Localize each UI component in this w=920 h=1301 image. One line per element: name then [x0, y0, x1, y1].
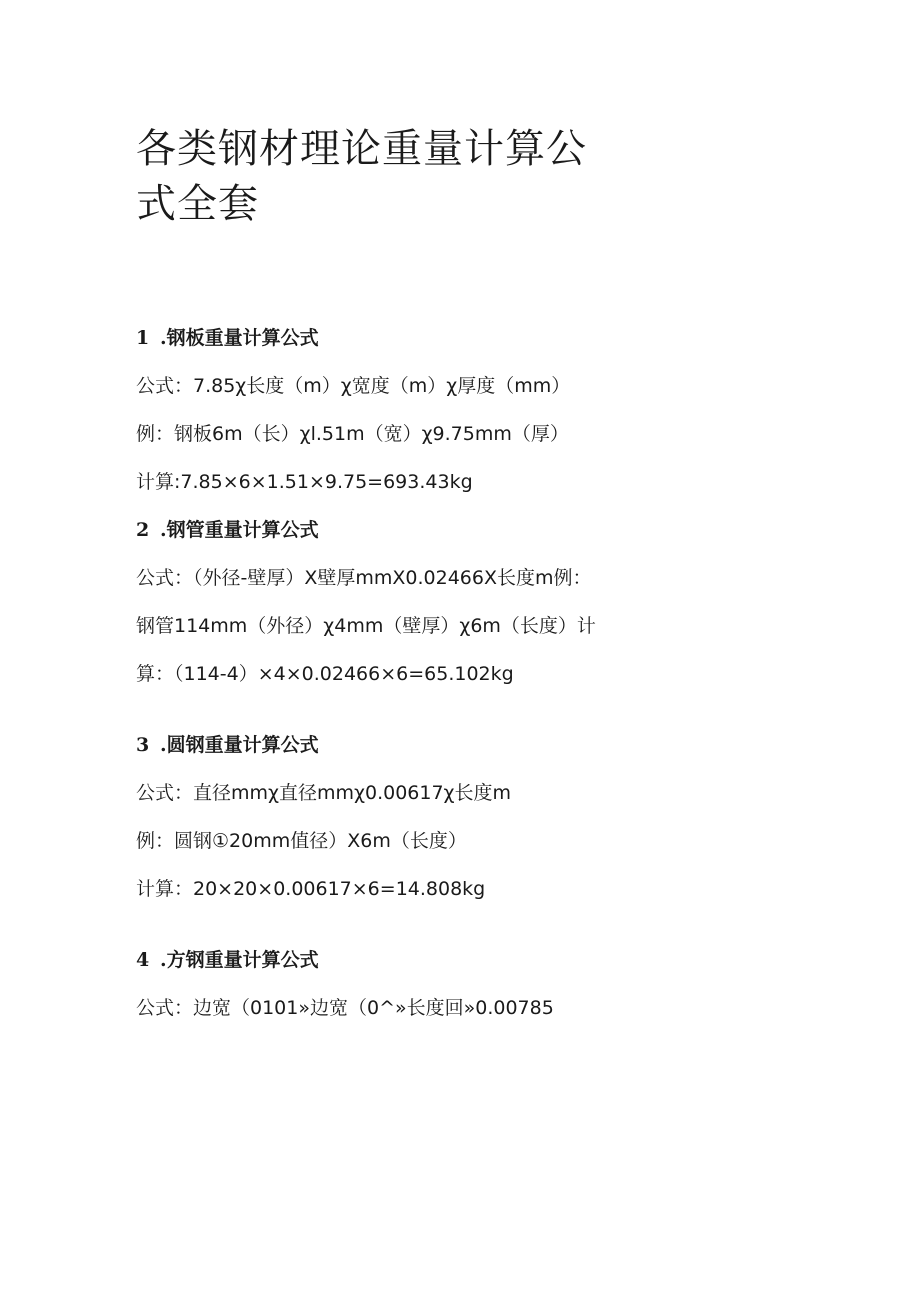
- title-line-1: 各类钢材理论重量计算公: [136, 126, 587, 172]
- section-3-heading: [136, 732, 319, 758]
- section-3-calculation: 计算：20×20×0.00617×6=14.808kg: [136, 878, 486, 900]
- section-3-example: 例：圆钢①20mm值径）X6m（长度）: [136, 830, 467, 852]
- section-4-heading: [136, 947, 319, 973]
- section-number: 4: [136, 949, 150, 971]
- section-heading-text: .钢管重量计算公式: [160, 519, 319, 541]
- section-heading-text: .圆钢重量计算公式: [160, 734, 319, 756]
- section-heading-text: .方钢重量计算公式: [160, 949, 319, 971]
- section-1-formula: 公式：7.85χ长度（m）χ宽度（m）χ厚度（mm）: [136, 375, 571, 397]
- section-number: 2: [136, 519, 150, 541]
- section-3-formula: 公式：直径mmχ直径mmχ0.00617χ长度m: [136, 782, 512, 804]
- section-2-formula: 公式：（外径-壁厚）X壁厚mmX0.02466X长度m例：: [136, 567, 592, 589]
- section-4-formula: 公式：边宽（0101»边宽（0^»长度回»0.00785: [136, 997, 554, 1019]
- section-number: 3: [136, 734, 150, 756]
- section-heading-text: .钢板重量计算公式: [160, 327, 319, 349]
- section-1-calculation: 计算:7.85×6×1.51×9.75=693.43kg: [136, 471, 473, 493]
- document-title: [136, 122, 616, 232]
- section-number: 1: [136, 327, 150, 349]
- section-1-example: 例：钢板6m（长）χl.51m（宽）χ9.75mm（厚）: [136, 423, 569, 445]
- section-2-heading: [136, 517, 319, 543]
- section-2-calculation: 算：（114-4）×4×0.02466×6=65.102kg: [136, 663, 514, 685]
- section-2-example: 钢管114mm（外径）χ4mm（壁厚）χ6m（长度）计: [136, 615, 596, 637]
- section-1-heading: [136, 325, 319, 351]
- title-line-2: 式全套: [136, 181, 259, 227]
